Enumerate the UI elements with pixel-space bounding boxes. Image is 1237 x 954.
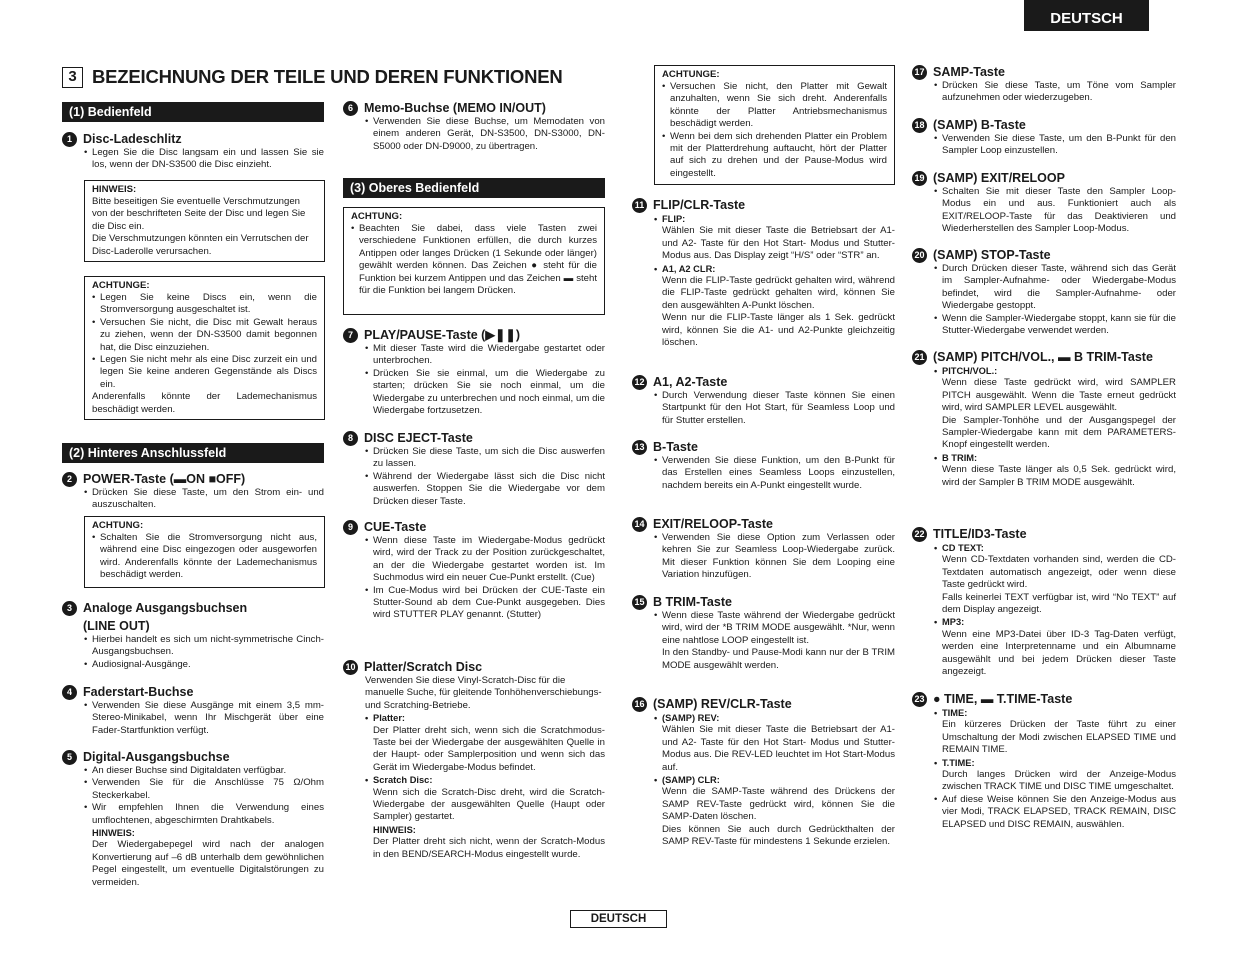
sub-text: Wenn sich die Scratch-Disc dreht, wird die Scratch-Wiedergabe der ausgewählten Quelle (Haupt oder Sampler) gestartet. [373, 786, 605, 823]
hinweis-text: Der Wiedergabepegel wird nach der analogen Konvertierung auf –6 dB unterhalb dem gewöhnlichen Pegel eingestellt, um eventuelle Digitalstörungen zu vermeiden. [92, 839, 324, 888]
item-title: ● TIME, ▬ T.TIME-Taste [933, 692, 1073, 706]
bullet-text: • Wenn diese Taste im Wiedergabe-Modus gedrückt wird, wird der Track zu der Position zurückgeschaltet, an der die Wiedergabe gestartet worden ist. Im Suchmodus wird ein neuer Cue-Punkt erstellt. (Cue) [365, 535, 605, 585]
achtung-box-power [84, 516, 325, 588]
sub-label: • MP3: [934, 616, 1176, 628]
sub-label: • FLIP: [654, 213, 895, 225]
bullet-text: • Drücken Sie diese Taste, um Töne vom Sampler aufzunehmen oder wiederzugeben. [934, 80, 1176, 105]
box-title: HINWEIS: [92, 184, 137, 195]
item-title: FLIP/CLR-Taste [653, 198, 746, 212]
item-17 [912, 65, 1176, 105]
box-text: Bitte beseitigen Sie eventuelle Verschmutzungen von der beschrifteten Seite der Disc und legen Sie die Disc ein. [92, 196, 306, 232]
item-title-line2: (LINE OUT) [83, 619, 150, 633]
sub-text: Wählen Sie mit dieser Taste die Betriebsart der A1- und A2- Taste für den Hot Start- Modus und Stutter-Modus aus. Das Display zeigt “H/S” oder “STR” an. [662, 225, 895, 262]
bullet-text: • Verwenden Sie diese Buchse, um Memodaten von einem anderen Gerät, DN-S3500, DN-S3000, DN-S5000 oder DN-D9000, zu übertragen. [365, 116, 605, 153]
sub-text: Wenn diese Taste gedrückt wird, wird SAMPLER PITCH ausgewählt. Wenn die Taste erneut gedrückt wird, wird SAMPLER LEVEL ausgewählt. [942, 377, 1176, 414]
sub-text: Ein kürzeres Drücken der Taste führt zu einer Umschaltung der Modi zwischen ELAPSED TIME und REMAIN TIME. [942, 719, 1176, 756]
item-13 [632, 440, 895, 492]
item-title: Memo-Buchse (MEMO IN/OUT) [364, 101, 546, 115]
box-title: ACHTUNGE: [92, 280, 150, 291]
achtung-box [84, 276, 325, 420]
bullet-text: • An dieser Buchse sind Digitaldaten verfügbar. [84, 765, 324, 777]
sub-label: • Scratch Disc: [365, 774, 605, 786]
item-22 [912, 527, 1176, 678]
item-title: (SAMP) REV/CLR-Taste [653, 697, 792, 711]
bullet-text: • Während der Wiedergabe lässt sich die Disc nicht auswerfen. Stoppen Sie die Wiedergabe vor dem Drücken dieser Taste. [365, 471, 605, 508]
sub-text: Wenn die FLIP-Taste gedrückt gehalten wird, während die FLIP-Taste gedrückt gehalten wird, können Sie den ausgewählten A-Punkt löschen. [662, 275, 895, 311]
sub-text: Der Platter dreht sich, wenn sich die Scratchmodus-Taste bei der Wiedergabe der ausgewählten Quelle in der Haupt- oder Samplerposition und wenn sich das Gerät im Wiedergabe-Modus befindet. [373, 724, 605, 773]
box-text: Die Verschmutzungen könnten ein Verrutschen der Disc-Laderolle verursachen. [92, 233, 309, 257]
item-9 [343, 520, 605, 622]
box-title: ACHTUNG: [92, 520, 144, 531]
hinweis-label: HINWEIS: [92, 828, 135, 839]
sub-label: • B TRIM: [934, 452, 1176, 464]
item-2 [62, 472, 324, 512]
item-7 [343, 328, 605, 417]
item-3 [62, 601, 324, 671]
item-title: POWER-Taste (▬ON ■OFF) [83, 472, 246, 486]
sub-text: Wählen Sie mit dieser Taste die Betriebsart der A1- und A2- Taste für den Hot Start- Modus und Stutter-Modus aus. Die REV-LED leuchtet im Hot Start-Modus auf. [662, 724, 895, 773]
item-16 [632, 697, 895, 848]
sub-text: Durch langes Drücken wird der Anzeige-Modus zwischen TRACK TIME und DISC TIME umgeschaltet. [942, 769, 1176, 793]
bullet-text: • Schalten Sie mit dieser Taste den Sampler Loop-Modus ein und aus. Funktioniert auch als EXIT/RELOOP-Taste für das Deaktivieren und Wiederherstellen des Sampler Loop-Modus. [934, 186, 1176, 236]
item-number: 14 [632, 517, 647, 532]
bullet-text: • Wenn die Sampler-Wiedergabe stoppt, kann sie für die Stutter-Wiedergabe verwendet werden. [934, 313, 1176, 338]
item-number: 19 [912, 171, 927, 186]
item-title: A1, A2-Taste [653, 375, 728, 389]
item-15 [632, 595, 895, 672]
achtung-box-top [343, 207, 605, 315]
item-12 [632, 375, 895, 427]
item-title: Faderstart-Buchse [83, 685, 194, 699]
bullet-text: • Drücken Sie sie einmal, um die Wiedergabe zu starten; drücken Sie sie noch einmal, um die Wiedergabe zu unterbrechen und noch einmal, um die Wiedergabe fortzusetzen. [365, 368, 605, 418]
item-number: 15 [632, 595, 647, 610]
item-title: (SAMP) B-Taste [933, 118, 1026, 132]
item-18 [912, 118, 1176, 158]
item-21 [912, 350, 1176, 489]
item-title: DISC EJECT-Taste [364, 431, 473, 445]
item-number: 23 [912, 692, 927, 707]
bullet-text: • Verwenden Sie diese Ausgänge mit einem 3,5 mm-Stereo-Minikabel, wenn Ihr Mischgerät über eine Fader-Startfunktion verfügt. [84, 700, 324, 737]
section-bar-front: (1) Bedienfeld [62, 102, 324, 122]
item-number: 1 [62, 132, 77, 147]
sub-text: Die Sampler-Tonhöhe und der Ausgangspegel der Sampler-Wiedergabe kann mit dem PARAMETERS-Knopf eingestellt werden. [942, 414, 1176, 451]
sub-label: • TIME: [934, 707, 1176, 719]
item-6 [343, 101, 605, 153]
item-title: SAMP-Taste [933, 65, 1006, 79]
item-number: 13 [632, 440, 647, 455]
bullet-text: • Im Cue-Modus wird bei Drücken der CUE-Taste ein Stutter-Sound ab dem Cue-Punkt ausgegeben. Dies wird STUTTER PLAY genannt. (Stutter) [365, 585, 605, 622]
sub-label: • A1, A2 CLR: [654, 263, 895, 275]
bullet-text: • Durch Verwendung dieser Taste können Sie einen Startpunkt für den Hot Start, für Seamless Loop und für Stutter erstellen. [654, 390, 895, 427]
item-title: (SAMP) EXIT/RELOOP [933, 171, 1065, 185]
item-number: 21 [912, 350, 927, 365]
bullet-text-cont: In den Standby- und Pause-Modi kann nur der B TRIM MODE ausgewählt werden. [662, 647, 895, 671]
item-title: Disc-Ladeschlitz [83, 132, 182, 146]
item-title: EXIT/RELOOP-Taste [653, 517, 773, 531]
item-number: 18 [912, 118, 927, 133]
item-number: 6 [343, 101, 358, 116]
item-23 [912, 692, 1176, 831]
page-header [62, 66, 563, 88]
box-bullet: • Versuchen Sie nicht, die Disc mit Gewalt heraus zu ziehen, wenn der DN-S3500 damit begonnen hat, die Disc einzuziehen. [92, 317, 317, 354]
sub-label: • T.TIME: [934, 757, 1176, 769]
box-title: ACHTUNGE: [662, 69, 720, 80]
page-title: BEZEICHNUNG DER TEILE UND DEREN FUNKTIONEN [92, 66, 563, 87]
box-bullet: • Wenn bei dem sich drehenden Platter ein Problem mit der Platterdrehung auftaucht, hört der Platter auf sich zu drehen und der Pause-Modus wird eingestellt. [662, 131, 887, 181]
bullet-text: • Legen Sie die Disc langsam ein und lassen Sie sie los, wenn der DN-S3500 die Disc einzieht. [84, 147, 324, 172]
item-10 [343, 660, 605, 861]
box-bullet: • Legen Sie nicht mehr als eine Disc zurzeit ein und legen Sie keine anderen Gegenstände als Discs ein. [92, 354, 317, 391]
sub-text: Wenn diese Taste länger als 0,5 Sek. gedrückt wird, wird der Sampler B TRIM MODE ausgewählt. [942, 464, 1176, 488]
sub-label: • CD TEXT: [934, 542, 1176, 554]
box-bullet: • Beachten Sie dabei, dass viele Tasten zwei verschiedene Funktionen erfüllen, die durch kurzes Antippen oder langes Drücken (1 Sekunde oder länger) gewählt werden können. Das Zeichen ● steht für die Funktion bei kurzem Antippen und das Zeichen ▬ steht für die Funktion bei langem Drücken. [351, 223, 597, 297]
item-number: 12 [632, 375, 647, 390]
item-title: Digital-Ausgangsbuchse [83, 750, 230, 764]
hinweis-box [84, 180, 325, 262]
item-4 [62, 685, 324, 737]
item-5 [62, 750, 324, 889]
section-bar-top: (3) Oberes Bedienfeld [343, 178, 605, 198]
bullet-text: • Durch Drücken dieser Taste, während sich das Gerät im Sampler-Aufnahme- oder Wiedergabe-Modus befindet, wird die Sampler-Aufnahme- oder Wiedergabe gestoppt. [934, 263, 1176, 313]
sub-text: Wenn eine MP3-Datei über ID-3 Tag-Daten verfügt, werden eine Interpretenname und ein Albumname ausgewählt und bei jedem Drücken dieser Taste angezeigt. [942, 628, 1176, 678]
item-number: 3 [62, 601, 77, 616]
item-11 [632, 198, 895, 349]
bullet-text: • Wir empfehlen Ihnen die Verwendung eines umflochtenen, abgeschirmten Drahtkabels. [84, 802, 324, 827]
item-number: 9 [343, 520, 358, 535]
box-bullet: • Legen Sie keine Discs ein, wenn die Stromversorgung ausgeschaltet ist. [92, 292, 317, 317]
item-1 [62, 132, 324, 172]
item-title: (SAMP) PITCH/VOL., ▬ B TRIM-Taste [933, 350, 1153, 364]
bullet-text: • Verwenden Sie für die Anschlüsse 75 Ω/Ohm Steckerkabel. [84, 777, 324, 802]
item-20 [912, 248, 1176, 337]
item-number: 10 [343, 660, 358, 675]
box-text: Anderenfalls könnte der Lademechanismus beschädigt werden. [92, 391, 317, 415]
item-title: Analoge Ausgangsbuchsen [83, 601, 248, 615]
sub-text: Wenn die SAMP-Taste während des Drückens der SAMP REV-Taste gedrückt wird, können Sie die SAMP-Daten löschen. [662, 786, 895, 823]
item-number: 11 [632, 198, 647, 213]
bullet-text: • Mit dieser Taste wird die Wiedergabe gestartet oder unterbrochen. [365, 343, 605, 368]
item-number: 8 [343, 431, 358, 446]
sub-text: Dies können Sie auch durch Gedrückthalten der SAMP REV-Taste für mindestens 1 Sekunde erzielen. [662, 823, 895, 848]
item-8 [343, 431, 605, 508]
item-number: 7 [343, 328, 358, 343]
section-number: 3 [62, 67, 83, 88]
section-bar-rear: (2) Hinteres Anschlussfeld [62, 443, 324, 463]
item-title: Platter/Scratch Disc [364, 660, 483, 674]
sub-label: • Platter: [365, 712, 605, 724]
item-number: 2 [62, 472, 77, 487]
box-title: ACHTUNG: [351, 211, 403, 222]
bullet-text: • Wenn diese Taste während der Wiedergabe gedrückt wird, wird der *B TRIM MODE ausgewählt. *Nur, wenn eine nahtlose LOOP eingestellt ist. [654, 610, 895, 647]
item-number: 4 [62, 685, 77, 700]
item-number: 20 [912, 248, 927, 263]
hinweis-text: Der Platter dreht sich nicht, wenn der Scratch-Modus in den BEND/SEARCH-Modus eingestellt wurde. [373, 836, 605, 860]
box-bullet: • Schalten Sie die Stromversorgung nicht aus, während eine Disc eingezogen oder ausgeworfen wird. Anderenfalls könnte der Lademechanismus beschädigt werden. [92, 532, 317, 582]
item-title: (SAMP) STOP-Taste [933, 248, 1051, 262]
sub-text: Wenn CD-Textdaten vorhanden sind, werden die CD-Textdaten automatisch angezeigt, oder wenn diese Taste gedrückt wird. [942, 554, 1176, 591]
item-number: 5 [62, 750, 77, 765]
item-number: 17 [912, 65, 927, 80]
bullet-text: • Hierbei handelt es sich um nicht-symmetrische Cinch-Ausgangsbuchsen. [84, 634, 324, 659]
bullet-text: • Audiosignal-Ausgänge. [84, 659, 324, 671]
footer-language-label: DEUTSCH [570, 910, 667, 928]
bullet-text: • Drücken Sie diese Taste, um sich die Disc auswerfen zu lassen. [365, 446, 605, 471]
bullet-text: • Auf diese Weise können Sie den Anzeige-Modus aus vier Modi, TRACK ELAPSED, TRACK REMAIN, DISC ELAPSED und DISC REMAIN, auswählen. [934, 794, 1176, 831]
sub-text: Falls keinerlei TEXT verfügbar ist, wird “No TEXT” auf dem Display angezeigt. [942, 591, 1176, 616]
item-title: CUE-Taste [364, 520, 427, 534]
item-number: 16 [632, 697, 647, 712]
sub-label: • (SAMP) REV: [654, 712, 895, 724]
intro-text: Verwenden Sie diese Vinyl-Scratch-Disc für die manuelle Suche, für gleitende Tonhöhenverschiebungs- und Scratching-Betriebe. [365, 675, 602, 711]
bullet-text: • Drücken Sie diese Taste, um den Strom ein- und auszuschalten. [84, 487, 324, 512]
item-title: TITLE/ID3-Taste [933, 527, 1027, 541]
bullet-text: • Verwenden Sie diese Funktion, um den B-Punkt für das Erstellen eines Seamless Loops einzustellen, nachdem bereits ein A-Punkt eingestellt wurde. [654, 455, 895, 492]
item-title: B TRIM-Taste [653, 595, 732, 609]
item-number: 22 [912, 527, 927, 542]
item-title: B-Taste [653, 440, 698, 454]
item-14 [632, 517, 895, 582]
sub-label: • PITCH/VOL.: [934, 365, 1176, 377]
bullet-text: • Verwenden Sie diese Taste, um den B-Punkt für den Sampler Loop einzustellen. [934, 133, 1176, 158]
hinweis-label: HINWEIS: [373, 824, 416, 835]
sub-label: • (SAMP) CLR: [654, 774, 895, 786]
sub-text: Wenn nur die FLIP-Taste länger als 1 Sek. gedrückt wird, können Sie die A1- und A2-Punkte gleichzeitig löschen. [662, 312, 895, 349]
box-bullet: • Versuchen Sie nicht, den Platter mit Gewalt anzuhalten, wenn Sie sich dreht. Anderenfalls könnte der Platter Antriebsmechanismus beschädigt werden. [662, 81, 887, 131]
item-title: PLAY/PAUSE-Taste (▶❚❚) [364, 328, 521, 342]
item-19 [912, 171, 1176, 236]
achtung-box-platter [654, 65, 895, 185]
language-tab: DEUTSCH [1024, 0, 1149, 31]
bullet-text: • Verwenden Sie diese Option zum Verlassen oder kehren Sie zur Seamless Loop-Wiedergabe zurück. Mit dieser Funktion können Sie dem Looping eine Variation hinzufügen. [654, 532, 895, 582]
